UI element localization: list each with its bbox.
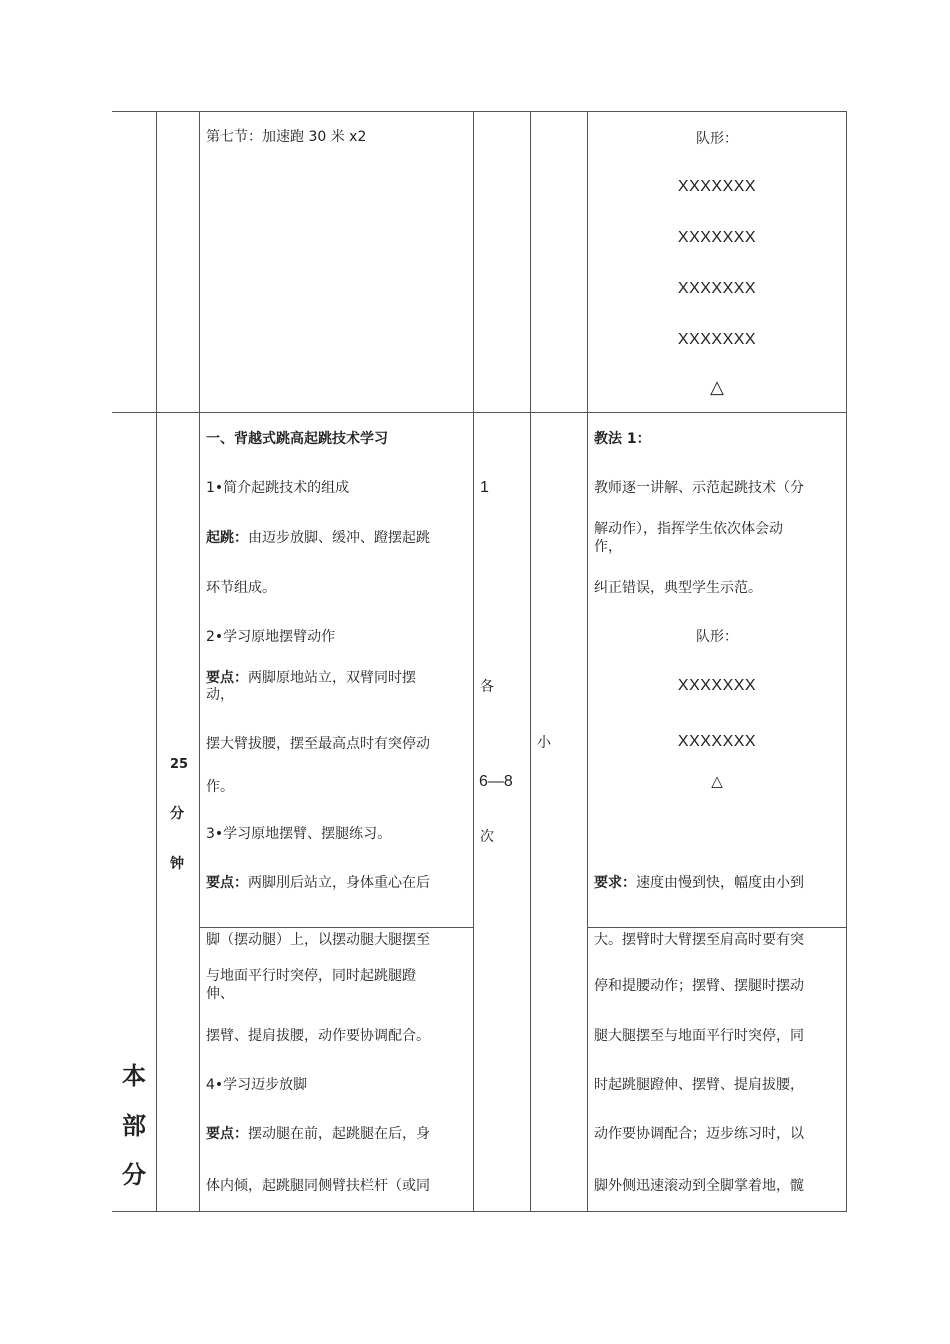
count-text: 各: [480, 679, 494, 695]
content-line: [206, 875, 430, 891]
content-line: 体内倾，起跳腿同侧臂扶栏杆（或同: [206, 1178, 430, 1194]
section-label-char: 分: [122, 1161, 146, 1189]
content-line: 作。: [206, 779, 234, 795]
content-text: 摆动腿在前，起跳腿在后，身: [248, 1126, 430, 1142]
table-bottom-border: [112, 1211, 847, 1212]
content-line: 摆臂、提肩拔腰，动作要协调配合。: [206, 1028, 430, 1044]
method-req-label: 要求：: [594, 875, 636, 891]
content-text: 由迈步放脚、缓冲、蹬摆起跳: [248, 530, 430, 546]
method-line: [594, 875, 804, 891]
method-line: 纠正错误，典型学生示范。: [594, 580, 762, 596]
content-line: [206, 530, 430, 546]
content-label: 要点：: [206, 875, 248, 891]
section-label-char: 本: [122, 1062, 146, 1090]
formation-row: XXXXXXX: [677, 229, 757, 246]
content-item: 1•简介起跳技术的组成: [206, 480, 350, 496]
content-split-line: [199, 927, 473, 928]
method-line: 大。摆臂时大臂摆至肩高时要有突: [594, 932, 804, 948]
formation-label: 队形：: [696, 131, 738, 147]
col-line-3: [473, 111, 474, 1212]
method-line: 教师逐一讲解、示范起跳技术（分: [594, 480, 804, 496]
content-line: [206, 670, 416, 686]
formation-row: XXXXXXX: [677, 178, 757, 195]
content-item: 3•学习原地摆臂、摆腿练习。: [206, 826, 392, 842]
table-top-border: [112, 111, 847, 112]
content-line: 摆大臂拔腰，摆至最高点时有突停动: [206, 736, 430, 752]
section-label-char: 部: [122, 1112, 146, 1140]
content-item: 4•学习迈步放脚: [206, 1077, 308, 1093]
content-line: 与地面平行时突停，同时起跳腿蹬: [206, 968, 416, 984]
count-value: 1: [480, 479, 489, 496]
content-title: 一、背越式跳高起跳技术学习: [206, 431, 388, 447]
col-line-1: [156, 111, 157, 1212]
teacher-triangle-icon: △: [711, 772, 723, 790]
count-range: 6—8: [479, 773, 513, 790]
content-line: 动，: [206, 687, 234, 703]
method-line: 解动作），指挥学生依次体会动: [594, 521, 783, 537]
method-line: 时起跳腿蹬伸、摆臂、提肩拔腰，: [594, 1077, 804, 1093]
method-line: 腿大腿摆至与地面平行时突停，同: [594, 1028, 804, 1044]
content-line: 环节组成。: [206, 580, 276, 596]
time-value: 25: [170, 757, 189, 772]
content-text: 两脚刖后站立，身体重心在后: [248, 875, 430, 891]
teacher-triangle-icon: △: [710, 377, 724, 398]
method-line: 脚外侧迅速滚动到全脚掌着地，髋: [594, 1178, 804, 1194]
content-label: 要点：: [206, 670, 248, 686]
row-divider: [112, 412, 847, 413]
content-line: 伸、: [206, 986, 234, 1002]
table-right-border: [846, 111, 847, 1212]
content-label: 要点：: [206, 1126, 248, 1142]
section-seven-text: 第七节：加速跑 30 米 x2: [206, 129, 367, 145]
col-line-4: [530, 111, 531, 1212]
formation-row: XXXXXXX: [677, 280, 757, 297]
method-line: 动作要协调配合；迈步练习时，以: [594, 1126, 804, 1142]
content-line: 脚（摆动腿）上，以摆动腿大腿摆至: [206, 932, 430, 948]
content-item: 2•学习原地摆臂动作: [206, 629, 336, 645]
method-req-text: 速度由慢到快，幅度由小到: [636, 875, 804, 891]
time-unit-char: 分: [170, 806, 184, 822]
method-line: 作，: [594, 539, 622, 555]
content-line: [206, 1126, 430, 1142]
formation-label: 队形：: [696, 629, 738, 645]
content-label: 起跳：: [206, 530, 248, 546]
method-split-line: [587, 927, 847, 928]
count-unit: 次: [480, 829, 494, 845]
content-text: 两脚原地站立，双臂同时摆: [248, 670, 416, 686]
formation-row: XXXXXXX: [677, 331, 757, 348]
col-line-2: [199, 111, 200, 1212]
method-line: 停和提腰动作；摆臂、摆腿时摆动: [594, 978, 804, 994]
col-line-5: [587, 111, 588, 1212]
intensity-value: 小: [537, 735, 551, 751]
formation-row: XXXXXXX: [677, 677, 757, 694]
time-unit-char: 钟: [170, 856, 184, 872]
method-label: 教法 1：: [594, 431, 651, 447]
formation-row: XXXXXXX: [677, 733, 757, 750]
